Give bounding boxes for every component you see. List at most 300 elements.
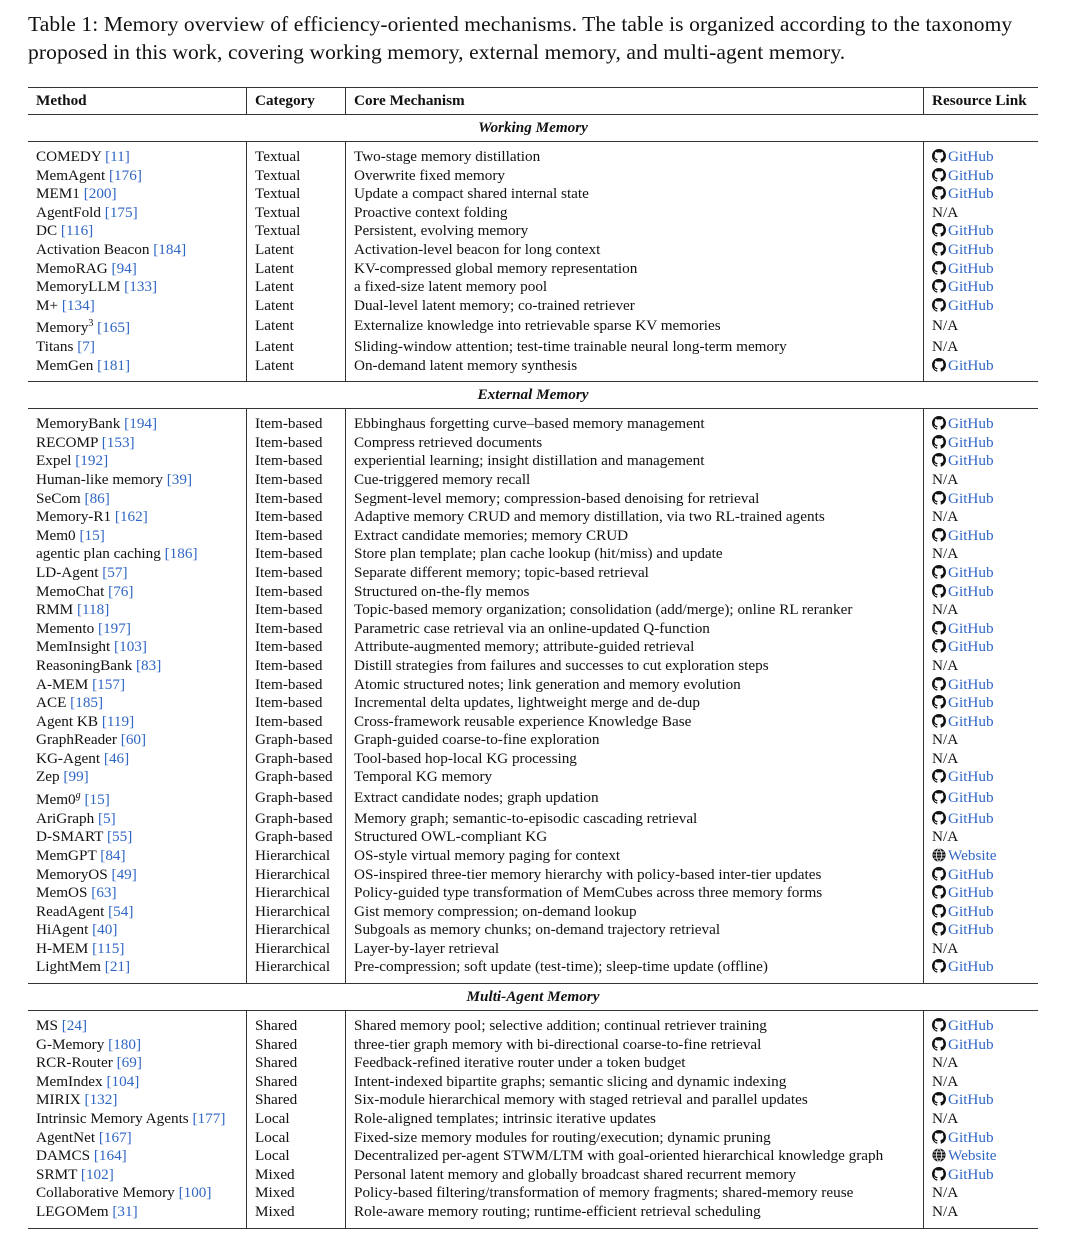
github-link[interactable] — [932, 1091, 994, 1108]
method-name: Mem0 — [36, 791, 76, 809]
category-cell: Graph-based — [247, 828, 346, 847]
citation-link[interactable]: [86] — [84, 489, 110, 507]
link-label: GitHub — [948, 185, 994, 203]
method-name: RMM — [36, 601, 74, 619]
mechanism-cell: Fixed-size memory modules for routing/execution; dynamic pruning — [346, 1129, 924, 1148]
method-name: MemoRAG — [36, 259, 108, 277]
category-cell: Textual — [247, 148, 346, 167]
resource-link-cell — [924, 787, 1039, 810]
github-icon — [932, 959, 946, 973]
mechanism-cell: Atomic structured notes; link generation and memory evolution — [346, 676, 924, 695]
table-row — [28, 297, 1038, 316]
mechanism-cell: experiential learning; insight distillation and management — [346, 452, 924, 471]
resource-link-cell — [924, 940, 1039, 959]
github-link[interactable] — [932, 260, 994, 277]
github-icon — [932, 621, 946, 635]
link-label: GitHub — [948, 356, 994, 374]
citation-link[interactable]: [7] — [77, 338, 95, 355]
method-superscript: 3 — [88, 318, 94, 330]
mechanism-cell: Attribute-augmented memory; attribute-guided retrieval — [346, 638, 924, 657]
table-row — [28, 167, 1038, 186]
category-cell: Item-based — [247, 713, 346, 732]
citation-link[interactable]: [132] — [84, 1091, 118, 1109]
citation-link[interactable]: [83] — [135, 656, 162, 674]
citation-link[interactable]: [69] — [116, 1054, 142, 1072]
method-name: AriGraph — [36, 809, 95, 827]
no-link-text: N/A — [932, 656, 959, 674]
citation-link[interactable]: [84] — [100, 846, 126, 864]
mechanism-cell: Structured on-the-fly memos — [346, 583, 924, 602]
category-cell: Item-based — [247, 490, 346, 509]
category-cell: Item-based — [247, 583, 346, 602]
table-row — [28, 884, 1038, 903]
mechanism-cell: Role-aligned templates; intrinsic iterative updates — [346, 1110, 924, 1129]
table-row — [28, 315, 1038, 338]
resource-link-cell — [924, 750, 1039, 769]
citation-link[interactable]: [24] — [61, 1017, 88, 1035]
method-name: ReadAgent — [36, 902, 105, 920]
method-name: Agent KB — [36, 712, 99, 730]
citation-link[interactable]: [11] — [105, 148, 130, 165]
resource-link-cell — [924, 527, 1039, 546]
table-row — [28, 731, 1038, 750]
github-icon — [932, 584, 946, 598]
method-name: agentic plan caching — [36, 545, 161, 563]
citation-link[interactable]: [57] — [102, 563, 128, 581]
table-row — [28, 1184, 1038, 1203]
github-link[interactable] — [932, 222, 994, 239]
citation-link[interactable]: [180] — [108, 1035, 142, 1053]
github-link[interactable] — [932, 434, 994, 451]
category-cell: Textual — [247, 167, 346, 186]
method-name: MemoryOS — [36, 865, 108, 883]
method-name: LightMem — [36, 958, 101, 976]
website-link[interactable] — [932, 1147, 997, 1164]
citation-link[interactable]: [184] — [153, 240, 187, 258]
link-label: GitHub — [948, 1128, 994, 1146]
mechanism-cell: Proactive context folding — [346, 204, 924, 223]
citation-link[interactable]: [5] — [98, 809, 116, 827]
table-row — [28, 694, 1038, 713]
category-cell: Latent — [247, 315, 346, 338]
resource-link-cell — [924, 241, 1039, 260]
method-cell — [28, 1110, 247, 1129]
citation-link[interactable]: [40] — [92, 921, 118, 939]
table-row — [28, 657, 1038, 676]
resource-link-cell — [924, 810, 1039, 829]
mechanism-cell: Structured OWL-compliant KG — [346, 828, 924, 847]
github-icon — [932, 867, 946, 881]
github-link[interactable] — [932, 810, 994, 827]
method-cell — [28, 204, 247, 223]
github-link[interactable] — [932, 1166, 994, 1183]
github-link[interactable] — [932, 490, 994, 507]
citation-link[interactable]: [175] — [104, 203, 138, 221]
website-link[interactable] — [932, 847, 997, 864]
mechanism-cell: Pre-compression; soft update (test-time); sleep-time update (offline) — [346, 958, 924, 977]
github-link[interactable] — [932, 527, 994, 544]
github-link[interactable] — [932, 620, 994, 637]
method-name: MemOS — [36, 884, 88, 902]
resource-link-cell — [924, 1091, 1039, 1110]
no-link-text: N/A — [932, 939, 959, 957]
memory-overview-table — [28, 87, 1038, 1229]
method-cell — [28, 564, 247, 583]
method-cell — [28, 1184, 247, 1203]
mechanism-cell: On-demand latent memory synthesis — [346, 357, 924, 376]
resource-link-cell — [924, 884, 1039, 903]
citation-link[interactable]: [15] — [84, 791, 110, 809]
method-cell — [28, 847, 247, 866]
method-cell — [28, 297, 247, 316]
method-name: Memory-R1 — [36, 508, 112, 526]
citation-link[interactable]: [133] — [124, 278, 158, 296]
citation-link[interactable]: [185] — [70, 694, 104, 712]
no-link-text: N/A — [932, 338, 959, 355]
citation-link[interactable]: [99] — [63, 768, 89, 786]
table-row — [28, 204, 1038, 223]
table-row — [28, 434, 1038, 453]
resource-link-cell — [924, 903, 1039, 922]
resource-link-cell — [924, 338, 1039, 357]
method-cell — [28, 508, 247, 527]
github-link[interactable] — [932, 278, 994, 295]
github-icon — [932, 922, 946, 936]
method-cell — [28, 694, 247, 713]
link-label: GitHub — [948, 921, 994, 939]
table-row — [28, 583, 1038, 602]
link-label: GitHub — [948, 712, 994, 730]
table-row — [28, 810, 1038, 829]
citation-link[interactable]: [102] — [80, 1165, 114, 1183]
citation-link[interactable]: [100] — [178, 1184, 212, 1202]
github-icon — [932, 1130, 946, 1144]
mechanism-cell: a fixed-size latent memory pool — [346, 278, 924, 297]
category-cell: Hierarchical — [247, 921, 346, 940]
mechanism-cell: OS-inspired three-tier memory hierarchy with policy-based inter-tier updates — [346, 866, 924, 885]
method-name: M+ — [36, 296, 59, 314]
method-name: ReasoningBank — [36, 656, 133, 674]
table-row — [28, 940, 1038, 959]
github-link[interactable] — [932, 415, 994, 432]
citation-link[interactable]: [31] — [112, 1203, 138, 1220]
method-name: MS — [36, 1017, 58, 1035]
method-name: MEM1 — [36, 185, 80, 203]
table-header-row — [28, 88, 1038, 115]
github-icon — [932, 677, 946, 691]
category-cell: Latent — [247, 241, 346, 260]
github-icon — [932, 811, 946, 825]
link-label: GitHub — [948, 902, 994, 920]
category-cell: Shared — [247, 1017, 346, 1036]
citation-link[interactable]: [165] — [97, 319, 131, 337]
github-icon — [932, 639, 946, 653]
citation-link[interactable]: [54] — [108, 902, 134, 920]
table-body — [28, 115, 1038, 1229]
mechanism-cell: OS-style virtual memory paging for context — [346, 847, 924, 866]
github-link[interactable] — [932, 866, 994, 883]
table-row — [28, 1129, 1038, 1148]
citation-link[interactable]: [76] — [108, 582, 134, 600]
category-cell: Textual — [247, 222, 346, 241]
citation-link[interactable]: [49] — [111, 865, 137, 883]
category-cell: Local — [247, 1147, 346, 1166]
no-link-text: N/A — [932, 1110, 959, 1128]
method-name: MemoryBank — [36, 415, 121, 433]
resource-link-cell — [924, 148, 1039, 167]
github-link[interactable] — [932, 713, 994, 730]
mechanism-cell: Tool-based hop-local KG processing — [346, 750, 924, 769]
citation-link[interactable]: [63] — [91, 884, 117, 902]
method-cell — [28, 148, 247, 167]
method-cell — [28, 657, 247, 676]
table-row — [28, 601, 1038, 620]
citation-link[interactable]: [134] — [61, 296, 95, 314]
resource-link-cell — [924, 1184, 1039, 1203]
github-icon — [932, 149, 946, 163]
method-name: A-MEM — [36, 675, 89, 693]
no-link-text: N/A — [932, 1072, 959, 1090]
link-label: GitHub — [948, 452, 994, 470]
category-cell: Hierarchical — [247, 866, 346, 885]
method-cell — [28, 601, 247, 620]
link-label: GitHub — [948, 958, 994, 976]
category-cell: Hierarchical — [247, 847, 346, 866]
resource-link-cell — [924, 676, 1039, 695]
resource-link-cell — [924, 222, 1039, 241]
citation-link[interactable]: [192] — [75, 452, 109, 470]
citation-link[interactable]: [21] — [104, 958, 131, 976]
method-cell — [28, 1036, 247, 1055]
github-link[interactable] — [932, 1017, 994, 1034]
method-cell — [28, 1017, 247, 1036]
github-icon — [932, 223, 946, 237]
mechanism-cell: Extract candidate nodes; graph updation — [346, 787, 924, 810]
method-cell — [28, 638, 247, 657]
citation-link[interactable]: [118] — [76, 601, 110, 619]
link-label: GitHub — [948, 148, 994, 165]
method-name: LEGOMem — [36, 1203, 109, 1220]
resource-link-cell — [924, 167, 1039, 186]
mechanism-cell: Cue-triggered memory recall — [346, 471, 924, 490]
table-row — [28, 1054, 1038, 1073]
citation-link[interactable]: [181] — [97, 356, 131, 374]
github-link[interactable] — [932, 1129, 994, 1146]
category-cell: Mixed — [247, 1184, 346, 1203]
resource-link-cell — [924, 278, 1039, 297]
method-cell — [28, 357, 247, 376]
github-icon — [932, 186, 946, 200]
github-icon — [932, 769, 946, 783]
mechanism-cell: Extract candidate memories; memory CRUD — [346, 527, 924, 546]
citation-link[interactable]: [162] — [114, 508, 148, 526]
resource-link-cell — [924, 620, 1039, 639]
table-row — [28, 1091, 1038, 1110]
resource-link-cell — [924, 828, 1039, 847]
citation-link[interactable]: [167] — [98, 1128, 132, 1146]
method-name: H-MEM — [36, 939, 89, 957]
citation-link[interactable]: [157] — [92, 675, 126, 693]
citation-link[interactable]: [153] — [101, 433, 135, 451]
github-link[interactable] — [932, 564, 994, 581]
mechanism-cell: Activation-level beacon for long context — [346, 241, 924, 260]
table-row — [28, 1203, 1038, 1222]
link-label: GitHub — [948, 619, 994, 637]
method-cell — [28, 583, 247, 602]
github-icon — [932, 416, 946, 430]
resource-link-cell — [924, 1036, 1039, 1055]
github-link[interactable] — [932, 694, 994, 711]
mechanism-cell: Adaptive memory CRUD and memory distillation, via two RL-trained agents — [346, 508, 924, 527]
github-icon — [932, 528, 946, 542]
table-row — [28, 490, 1038, 509]
category-cell: Latent — [247, 260, 346, 279]
table-row — [28, 903, 1038, 922]
method-name: AgentNet — [36, 1128, 96, 1146]
citation-link[interactable]: [116] — [60, 222, 94, 240]
method-cell — [28, 1129, 247, 1148]
table-row — [28, 847, 1038, 866]
method-cell — [28, 338, 247, 357]
method-cell — [28, 620, 247, 639]
citation-link[interactable]: [103] — [114, 638, 147, 656]
citation-link[interactable]: [194] — [124, 415, 158, 433]
category-cell: Item-based — [247, 564, 346, 583]
github-link[interactable] — [932, 768, 994, 785]
section-header-row — [28, 984, 1038, 1011]
category-cell: Latent — [247, 338, 346, 357]
citation-link[interactable]: [15] — [79, 526, 105, 544]
table-row — [28, 1073, 1038, 1092]
github-icon — [932, 885, 946, 899]
table-row — [28, 768, 1038, 787]
github-link[interactable] — [932, 884, 994, 901]
github-link[interactable] — [932, 676, 994, 693]
resource-link-cell — [924, 452, 1039, 471]
resource-link-cell — [924, 713, 1039, 732]
mechanism-cell: Memory graph; semantic-to-episodic cascading retrieval — [346, 810, 924, 829]
no-link-text: N/A — [932, 749, 959, 767]
github-icon — [932, 435, 946, 449]
method-cell — [28, 676, 247, 695]
category-cell: Local — [247, 1129, 346, 1148]
github-link[interactable] — [932, 297, 994, 314]
github-link[interactable] — [932, 789, 994, 806]
method-name: Expel — [36, 452, 72, 470]
github-link[interactable] — [932, 903, 994, 920]
citation-link[interactable]: [197] — [98, 619, 131, 637]
method-cell — [28, 241, 247, 260]
method-name: Human-like memory — [36, 470, 163, 488]
citation-link[interactable]: [176] — [108, 166, 142, 184]
citation-link[interactable]: [55] — [106, 828, 133, 846]
mechanism-cell: Store plan template; plan cache lookup (hit/miss) and update — [346, 545, 924, 564]
mechanism-cell: Update a compact shared internal state — [346, 185, 924, 204]
section-header-row — [28, 115, 1038, 142]
category-cell: Hierarchical — [247, 903, 346, 922]
method-cell — [28, 921, 247, 940]
citation-link[interactable]: [46] — [103, 749, 130, 767]
resource-link-cell — [924, 260, 1039, 279]
method-cell — [28, 471, 247, 490]
github-link[interactable] — [932, 148, 994, 165]
github-link[interactable] — [932, 921, 994, 938]
github-icon — [932, 790, 946, 804]
github-link[interactable] — [932, 241, 994, 258]
table-row — [28, 828, 1038, 847]
category-cell: Item-based — [247, 601, 346, 620]
method-cell — [28, 731, 247, 750]
category-cell: Item-based — [247, 676, 346, 695]
citation-link[interactable]: [200] — [83, 185, 117, 203]
github-link[interactable] — [932, 958, 994, 975]
resource-link-cell — [924, 1203, 1039, 1222]
citation-link[interactable]: [104] — [106, 1072, 140, 1090]
link-label: GitHub — [948, 166, 994, 184]
github-link[interactable] — [932, 638, 994, 655]
no-link-text: N/A — [932, 470, 959, 488]
citation-link[interactable]: [94] — [111, 259, 137, 277]
citation-link[interactable]: [39] — [166, 470, 193, 488]
table-row — [28, 676, 1038, 695]
citation-link[interactable]: [177] — [192, 1110, 226, 1128]
github-link[interactable] — [932, 1036, 994, 1053]
mechanism-cell: Overwrite fixed memory — [346, 167, 924, 186]
resource-link-cell — [924, 921, 1039, 940]
link-label: GitHub — [948, 1165, 994, 1183]
github-link[interactable] — [932, 452, 994, 469]
header-method: Method — [28, 88, 247, 115]
method-name: KG-Agent — [36, 749, 101, 767]
method-name: MemGPT — [36, 846, 97, 864]
method-name: HiAgent — [36, 921, 89, 939]
method-name: AgentFold — [36, 203, 101, 221]
link-label: GitHub — [948, 563, 994, 581]
method-cell — [28, 222, 247, 241]
category-cell: Textual — [247, 204, 346, 223]
citation-link[interactable]: [60] — [120, 731, 147, 749]
citation-link[interactable]: [119] — [101, 712, 135, 730]
method-name: Titans — [36, 338, 74, 355]
github-link[interactable] — [932, 357, 994, 374]
github-icon — [932, 298, 946, 312]
category-cell: Graph-based — [247, 810, 346, 829]
table-row — [28, 787, 1038, 810]
citation-link[interactable]: [164] — [93, 1147, 127, 1165]
github-icon — [932, 261, 946, 275]
github-link[interactable] — [932, 583, 994, 600]
mechanism-cell: Separate different memory; topic-based retrieval — [346, 564, 924, 583]
mechanism-cell: Six-module hierarchical memory with staged retrieval and parallel updates — [346, 1091, 924, 1110]
category-cell: Hierarchical — [247, 958, 346, 977]
method-cell — [28, 787, 247, 810]
resource-link-cell — [924, 694, 1039, 713]
method-cell — [28, 713, 247, 732]
category-cell: Shared — [247, 1036, 346, 1055]
method-name: RCR-Router — [36, 1054, 113, 1072]
citation-link[interactable]: [186] — [164, 545, 198, 563]
table-row — [28, 1166, 1038, 1185]
link-label: GitHub — [948, 1091, 994, 1109]
method-name: GraphReader — [36, 731, 117, 749]
citation-link[interactable]: [115] — [92, 939, 125, 957]
mechanism-cell: Personal latent memory and globally broadcast shared recurrent memory — [346, 1166, 924, 1185]
mechanism-cell: Sliding-window attention; test-time trainable neural long-term memory — [346, 338, 924, 357]
link-label: GitHub — [948, 1035, 994, 1053]
github-link[interactable] — [932, 167, 994, 184]
mechanism-cell: Incremental delta updates, lightweight merge and de-dup — [346, 694, 924, 713]
github-link[interactable] — [932, 185, 994, 202]
